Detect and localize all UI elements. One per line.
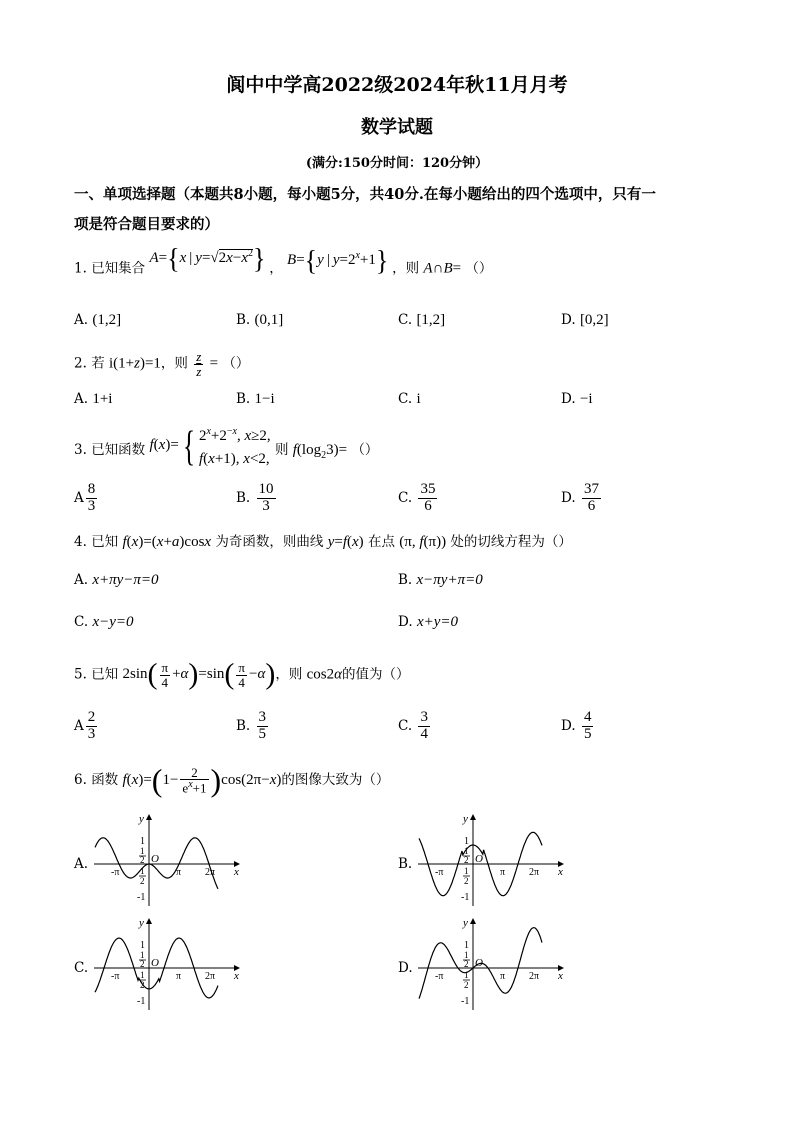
q5-option-b[interactable]: B. $\frac{3}{5}$ (236, 709, 267, 742)
tick-label-neg-pi: -π (435, 971, 444, 982)
tick-label-half-num: 1 (140, 950, 145, 960)
tick-label-one: 1 (140, 940, 145, 951)
set-a-formula: A={x | $y=√2x-x^2$} (149, 242, 266, 275)
q6-option-c[interactable]: C. (74, 960, 89, 976)
y-axis-arrow (146, 814, 152, 820)
q4-option-b[interactable]: B. x−πy+π=0 (398, 572, 483, 588)
question-5: 5. 已知 2sin( $\frac{\pi}{4}$ +α)=sin( $\frac{\pi}{4}$ −α)，则 cos2α的值为（） (74, 658, 410, 691)
y-axis-label: y (463, 813, 468, 825)
q6-option-b[interactable]: B. (398, 856, 413, 872)
tick-label-neg-half-den: 2 (464, 980, 469, 990)
graph-option-c[interactable] (94, 916, 244, 1012)
question-6: 6. 函数 f(x)=(1− $\frac{2}{e^x+1}$ )cos(2π−x)的图像大致为（） (74, 762, 390, 798)
question-1: 1. 已知集合 A={x | $y=√2x-x^2$} ， B={y | $y=2^x+1$} ，则 A∩B= （） (74, 242, 493, 277)
tick-label-half-den: 2 (140, 959, 145, 969)
tick-label-minus-one: -1 (137, 892, 146, 903)
z-over-zbar-fraction: $\frac{z}{z}$ (196, 349, 202, 379)
tick-label-half-num: 1 (140, 846, 145, 856)
function-curve (419, 928, 542, 999)
q1-option-a[interactable]: A. (1,2] (74, 312, 122, 328)
tick-label-half-num: 1 (464, 846, 469, 856)
q3-option-a[interactable]: A $\frac{8}{3}$ (74, 481, 96, 514)
question-4: 4. 已知 f(x)=(x+a)cosx 为奇函数，则曲线 y=f(x) 在点 (π, f(π)) 处的切线方程为（） (74, 534, 572, 550)
section-heading-line1: 一、单项选择题（本题共8小题，每小题5分，共40分.在每小题给出的四个选项中，只有一 (74, 186, 656, 203)
tick-label-neg-half-num: 1 (464, 970, 469, 980)
tick-label-two-pi: 2π (529, 867, 540, 878)
q6-function: f(x)=(1− $\frac{2}{e^x+1}$ )cos(2π−x) (122, 762, 282, 798)
y-axis-label: y (463, 917, 468, 929)
tick-label-neg-half-num: 1 (140, 970, 145, 980)
q1-option-c[interactable]: C. [1,2] (398, 312, 446, 328)
q4-option-a[interactable]: A. x+πy−π=0 (74, 572, 159, 588)
tick-label-one: 1 (464, 940, 469, 951)
tick-label-two-pi: 2π (205, 971, 216, 982)
tick-label-neg-half-num: 1 (140, 866, 145, 876)
origin-label: O (151, 853, 159, 865)
q5-option-a[interactable]: A $\frac{2}{3}$ (74, 709, 96, 742)
tick-label-pi: π (500, 867, 506, 878)
x-axis-label: x (234, 970, 239, 982)
question-2: 2. 若 i(1+z)=1，则 $\frac{z}{z}$ = （） (74, 349, 250, 379)
tick-label-minus-one: -1 (461, 996, 470, 1007)
graph-option-b[interactable] (418, 812, 568, 908)
q4-option-c[interactable]: C. x−y=0 (74, 614, 134, 630)
q5-option-c[interactable]: C. $\frac{3}{4}$ (398, 709, 428, 742)
tick-label-neg-pi: -π (111, 867, 120, 878)
q1-option-d[interactable]: D. [0,2] (561, 312, 609, 328)
q5-option-d[interactable]: D. $\frac{4}{5}$ (561, 709, 592, 742)
q4-option-d[interactable]: D. x+y=0 (398, 614, 458, 630)
tick-label-half-den: 2 (464, 959, 469, 969)
piecewise-function: f(x)={ $2^x+2^{-x}$, x≥2, f(x+1), x<2, (149, 424, 271, 470)
tick-label-two-pi: 2π (205, 867, 216, 878)
tick-label-half-den: 2 (464, 855, 469, 865)
origin-label: O (475, 957, 483, 969)
tick-label-pi: π (500, 971, 506, 982)
tick-label-neg-pi: -π (435, 867, 444, 878)
page-subtitle: 数学试题 (361, 117, 433, 138)
tick-label-neg-half-den: 2 (464, 876, 469, 886)
tick-label-one: 1 (140, 836, 145, 847)
tick-label-neg-pi: -π (111, 971, 120, 982)
q6-option-a[interactable]: A. (74, 856, 89, 872)
tick-label-neg-half-den: 2 (140, 980, 145, 990)
exam-info: (满分:150分时间：120分钟） (305, 156, 489, 171)
q2-option-b[interactable]: B. 1−i (236, 391, 275, 407)
tick-label-minus-one: -1 (461, 892, 470, 903)
q3-option-d[interactable]: D. $\frac{37}{6}$ (561, 481, 599, 514)
q1-option-b[interactable]: B. (0,1] (236, 312, 284, 328)
question-3: 3. 已知函数 f(x)={ $2^x+2^{-x}$, x≥2, f(x+1), x<2, 则 $f(\log_23)=$ （） (74, 424, 379, 470)
q2-option-c[interactable]: C. i (398, 391, 421, 407)
q5-equation: 2sin( $\frac{\pi}{4}$ +α)=sin( $\frac{\pi}{4}$ −α) (122, 658, 276, 691)
set-b-formula: B={y | $y=2^x+1$} (287, 244, 389, 277)
graph-option-d[interactable] (418, 916, 568, 1012)
section-heading-line2: 项是符合题目要求的） (74, 216, 219, 233)
tick-label-half-num: 1 (464, 950, 469, 960)
y-axis-arrow (470, 814, 476, 820)
q2-option-d[interactable]: D. −i (561, 391, 593, 407)
tick-label-one: 1 (464, 836, 469, 847)
q6-option-d[interactable]: D. (398, 960, 413, 976)
tick-label-minus-one: -1 (137, 996, 146, 1007)
x-axis-label: x (234, 866, 239, 878)
question-number: 1. (74, 260, 87, 277)
x-axis-label: x (558, 970, 563, 982)
tick-label-neg-half-den: 2 (140, 876, 145, 886)
y-axis-label: y (139, 813, 144, 825)
origin-label: O (475, 853, 483, 865)
q2-formula: i(1+z)=1 (108, 355, 161, 372)
tick-label-pi: π (176, 971, 182, 982)
tick-label-pi: π (176, 867, 182, 878)
y-axis-label: y (139, 917, 144, 929)
origin-label: O (151, 957, 159, 969)
tick-label-half-den: 2 (140, 855, 145, 865)
graph-option-a[interactable] (94, 812, 244, 908)
q3-option-b[interactable]: B. $\frac{10}{3}$ (236, 481, 274, 514)
intersection-formula: A∩B= (423, 260, 462, 277)
y-axis-arrow (470, 918, 476, 924)
y-axis-arrow (146, 918, 152, 924)
q2-option-a[interactable]: A. 1+i (74, 391, 113, 407)
x-axis-label: x (558, 866, 563, 878)
tick-label-neg-half-num: 1 (464, 866, 469, 876)
q3-option-c[interactable]: C. $\frac{35}{6}$ (398, 481, 436, 514)
page-title: 阆中中学高2022级2024年秋11月月考 (226, 74, 568, 96)
tick-label-two-pi: 2π (529, 971, 540, 982)
question-stem: 已知集合 (91, 260, 146, 277)
